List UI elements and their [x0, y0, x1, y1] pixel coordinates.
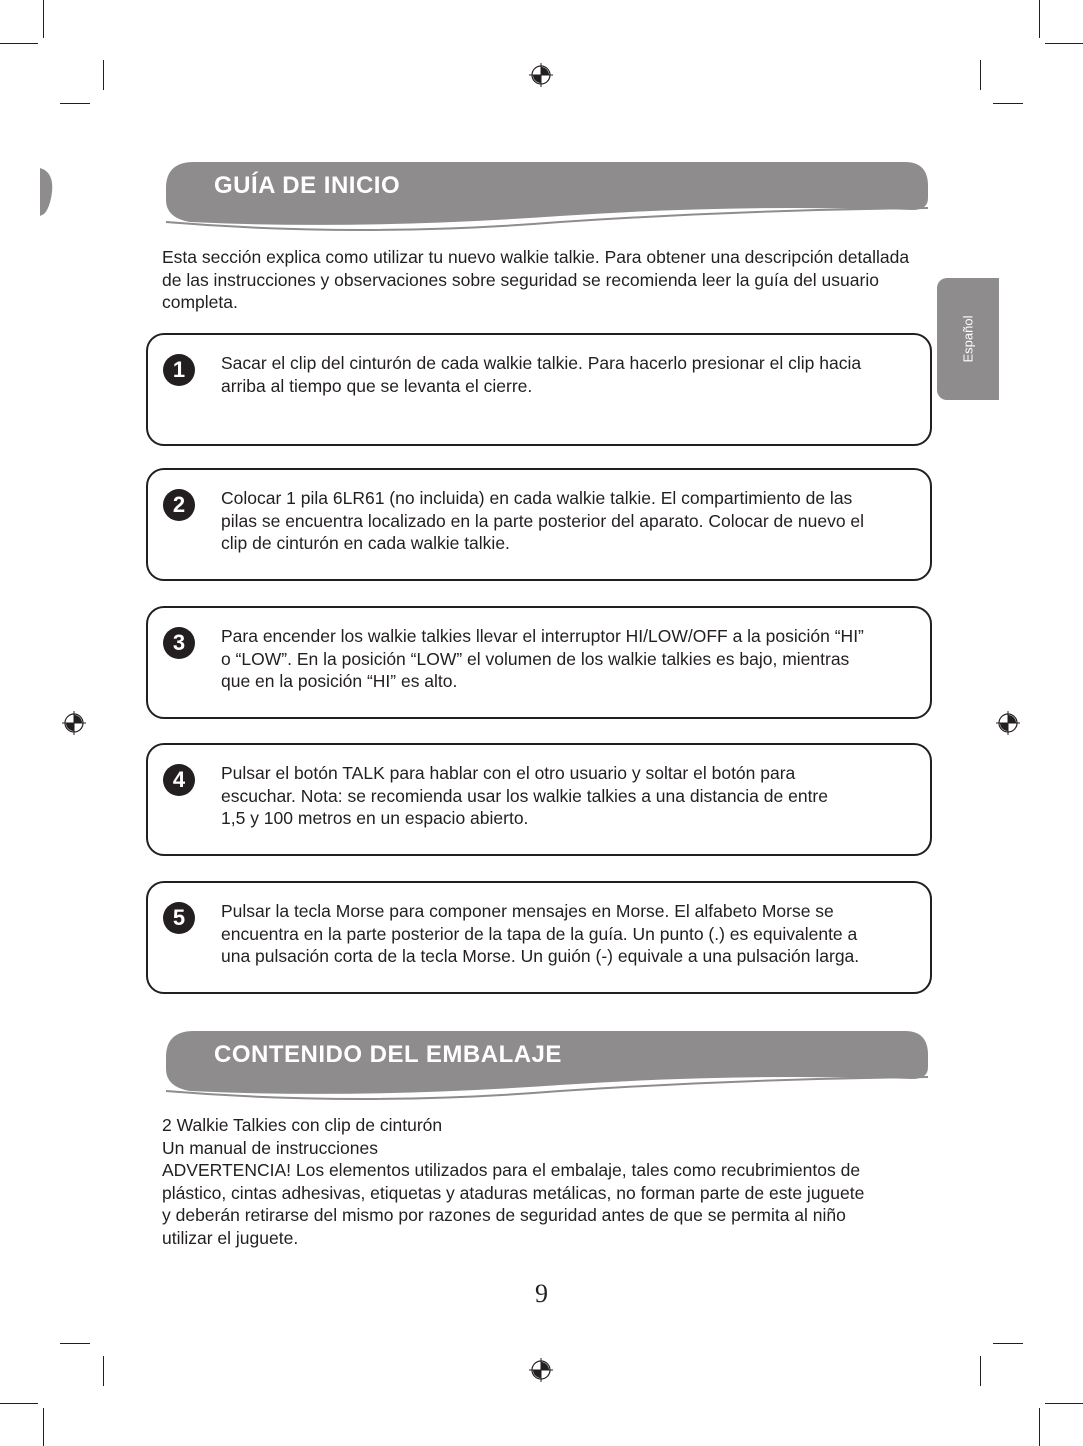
- step-number-badge: 3: [163, 627, 195, 659]
- section-title: CONTENIDO DEL EMBALAJE: [214, 1041, 562, 1068]
- step-line: encuentra en la parte posterior de la tapa de la guía. Un punto (.) es equivalente a: [221, 923, 858, 944]
- step-line: Pulsar el botón TALK para hablar con el otro usuario y soltar el botón para: [221, 763, 796, 783]
- warning-line: utilizar el juguete.: [162, 1227, 299, 1248]
- step-line: 1,5 y 100 metros en un espacio abierto.: [221, 808, 529, 828]
- step-line: arriba al tiempo que se levanta el cierre.: [221, 375, 533, 396]
- step-text: [221, 900, 921, 968]
- language-tab: [937, 278, 999, 400]
- crop-mark: [993, 1343, 1023, 1344]
- crop-mark: [1045, 43, 1083, 44]
- page-number: 9: [535, 1279, 548, 1308]
- warning-line: y deberán retirarse del mismo por razones de seguridad antes de que se permita al niño: [162, 1205, 846, 1225]
- contents-line: 2 Walkie Talkies con clip de cinturón: [162, 1115, 443, 1135]
- crop-mark: [0, 43, 38, 44]
- step-line: pilas se encuentra localizado en la parte posterior del aparato. Colocar de nuevo el: [221, 510, 865, 531]
- section-banner-package-contents: [160, 1029, 932, 1105]
- warning-line: ADVERTENCIA! Los elementos utilizados para el embalaje, tales como recubrimientos de: [162, 1160, 861, 1180]
- registration-mark-icon: [529, 63, 553, 87]
- step-card-5: [146, 881, 932, 994]
- step-card-1: [146, 333, 932, 446]
- package-contents-text: [162, 1114, 932, 1249]
- registration-mark-icon: [529, 1358, 553, 1382]
- crop-mark: [1045, 1403, 1083, 1404]
- crop-mark: [60, 1343, 90, 1344]
- crop-mark: [1039, 1408, 1040, 1446]
- step-text: [221, 625, 921, 693]
- crop-mark: [60, 103, 90, 104]
- step-number-badge: 1: [163, 354, 195, 386]
- step-line: Para encender los walkie talkies llevar el interruptor HI/LOW/OFF a la posición “HI”: [221, 626, 864, 646]
- crop-mark: [1039, 0, 1040, 38]
- warning-line: plástico, cintas adhesivas, etiquetas y ataduras metálicas, no forman parte de este juguete: [162, 1182, 865, 1203]
- step-card-3: [146, 606, 932, 719]
- step-text: [221, 352, 921, 397]
- registration-mark-icon: [996, 711, 1020, 735]
- crop-mark: [980, 60, 981, 90]
- crop-mark: [43, 1408, 44, 1446]
- intro-paragraph: Esta sección explica como utilizar tu nuevo walkie talkie. Para obtener una descripción detallada de las instrucciones y observaciones sobre seguridad se recomienda leer la guía del usuario completa.: [162, 247, 910, 312]
- crop-mark: [993, 103, 1023, 104]
- step-card-2: [146, 468, 932, 581]
- step-line: Sacar el clip del cinturón de cada walkie talkie. Para hacerlo presionar el clip hacia: [221, 353, 862, 373]
- step-line: clip de cinturón en cada walkie talkie.: [221, 533, 510, 553]
- edge-decoration: [40, 168, 54, 216]
- registration-mark-icon: [62, 711, 86, 735]
- step-line: que en la posición “HI” es alto.: [221, 671, 458, 691]
- crop-mark: [103, 60, 104, 90]
- step-text: [221, 487, 921, 555]
- section-banner-getting-started: [160, 160, 932, 236]
- contents-line: Un manual de instrucciones: [162, 1137, 378, 1158]
- crop-mark: [103, 1356, 104, 1386]
- step-line: escuchar. Nota: se recomienda usar los walkie talkies a una distancia de entre: [221, 785, 828, 806]
- step-text: [221, 762, 921, 830]
- step-number-badge: 5: [163, 902, 195, 934]
- step-card-4: [146, 743, 932, 856]
- step-line: una pulsación corta de la tecla Morse. Un guión (-) equivale a una pulsación larga.: [221, 946, 860, 966]
- crop-mark: [0, 1403, 38, 1404]
- step-number-badge: 2: [163, 489, 195, 521]
- language-tab-label: Español: [960, 315, 976, 363]
- step-line: Colocar 1 pila 6LR61 (no incluida) en cada walkie talkie. El compartimiento de las: [221, 488, 853, 508]
- step-line: Pulsar la tecla Morse para componer mensajes en Morse. El alfabeto Morse se: [221, 901, 834, 921]
- step-number-badge: 4: [163, 764, 195, 796]
- crop-mark: [43, 0, 44, 38]
- section-title: GUÍA DE INICIO: [214, 172, 401, 199]
- crop-mark: [980, 1356, 981, 1386]
- step-line: o “LOW”. En la posición “LOW” el volumen de los walkie talkies es bajo, mientras: [221, 648, 850, 669]
